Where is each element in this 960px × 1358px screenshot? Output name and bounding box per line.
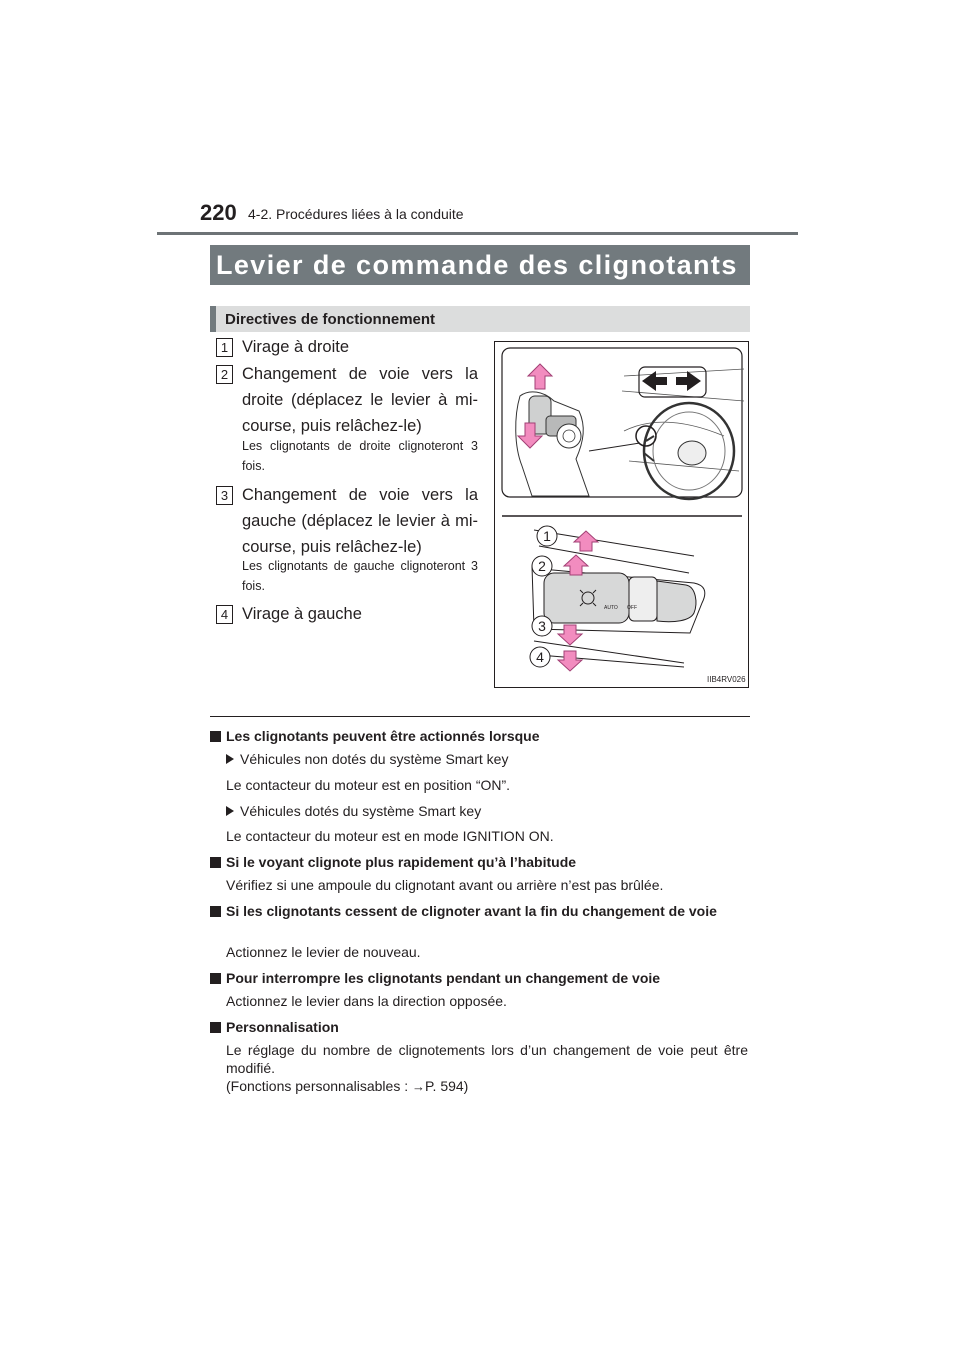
section-reference: 4-2. Procédures liées à la conduite xyxy=(248,206,464,222)
bullet-square xyxy=(210,906,221,917)
step-number-2: 2 xyxy=(216,365,233,384)
note-heading-customization: Personnalisation xyxy=(210,1018,339,1036)
page-link[interactable]: P. 594) xyxy=(425,1078,469,1094)
bullet-square xyxy=(210,973,221,984)
figure-callout-2: 2 xyxy=(538,558,546,574)
note-text-fast-flash: Vérifiez si une ampoule du clignotant avant ou arrière n’est pas brûlée. xyxy=(226,877,664,893)
bullet-square xyxy=(210,731,221,742)
step-number-3: 3 xyxy=(216,486,233,505)
note-sub-smart-key: Véhicules dotés du système Smart key xyxy=(226,802,748,820)
note-text-no-smart-key: Le contacteur du moteur est en position “ON”. xyxy=(226,777,511,793)
triangle-bullet-icon xyxy=(226,806,234,816)
note-text-customization: Le réglage du nombre de clignotements lors d’un changement de voie peut être modifié. xyxy=(226,1042,748,1076)
note-heading-interrupt: Pour interrompre les clignotants pendant un changement de voie xyxy=(210,969,660,987)
turn-signal-lever-figure xyxy=(494,341,749,688)
triangle-bullet-icon xyxy=(226,754,234,764)
step-1-text: Virage à droite xyxy=(242,338,350,356)
step-2-text: Changement de voie vers la droite (déplacez le levier à mi-course, puis relâchez-le) xyxy=(242,365,478,435)
arrow-right-icon: → xyxy=(412,1079,425,1094)
figure-callout-4: 4 xyxy=(536,649,544,665)
note-heading-stop-early: Si les clignotants cessent de clignoter avant la fin du changement de voie xyxy=(210,902,750,920)
switch-label-off: OFF xyxy=(627,605,637,611)
step-3-note: Les clignotants de gauche clignoteront 3 fois. xyxy=(242,559,478,593)
step-2-note: Les clignotants de droite clignoteront 3 fois. xyxy=(242,439,478,473)
subheading: Directives de fonctionnement xyxy=(210,306,750,332)
notes-rule xyxy=(210,716,750,717)
bullet-square xyxy=(210,857,221,868)
note-text-stop-early: Actionnez le levier de nouveau. xyxy=(226,944,421,960)
step-4-text: Virage à gauche xyxy=(242,605,362,623)
figure-code: IIB4RV026 xyxy=(707,675,746,684)
switch-label-auto: AUTO xyxy=(604,605,618,611)
customization-reference: (Fonctions personnalisables : →P. 594) xyxy=(226,1078,469,1094)
page-number: 220 xyxy=(200,200,237,225)
figure-callout-3: 3 xyxy=(538,618,546,634)
bullet-square xyxy=(210,1022,221,1033)
note-heading-fast-flash: Si le voyant clignote plus rapidement qu’à l’habitude xyxy=(210,853,576,871)
step-number-4: 4 xyxy=(216,605,233,624)
page-title: Levier de commande des clignotants xyxy=(210,245,750,285)
note-text-smart-key: Le contacteur du moteur est en mode IGNITION ON. xyxy=(226,828,554,844)
step-number-1: 1 xyxy=(216,338,233,357)
note-text-interrupt: Actionnez le levier dans la direction opposée. xyxy=(226,993,507,1009)
header-rule xyxy=(157,232,798,235)
note-sub-no-smart-key: Véhicules non dotés du système Smart key xyxy=(226,750,748,768)
figure-callout-1: 1 xyxy=(543,528,551,544)
step-3-text: Changement de voie vers la gauche (déplacez le levier à mi-course, puis relâchez-le) xyxy=(242,486,478,556)
note-heading-operable: Les clignotants peuvent être actionnés lorsque xyxy=(210,727,540,745)
